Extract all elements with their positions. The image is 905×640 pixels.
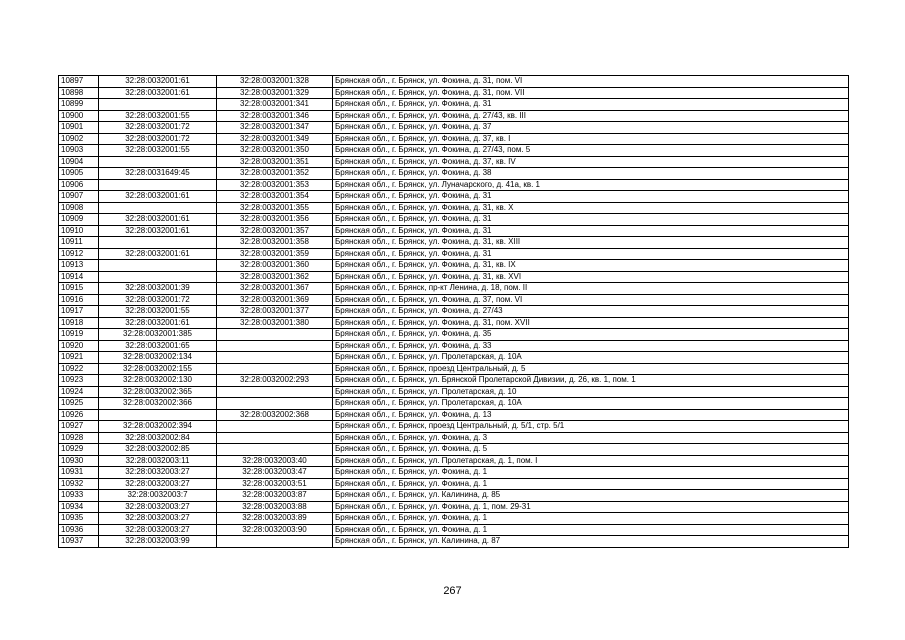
table-row — [59, 467, 849, 479]
cadastral-number-2-cell — [217, 444, 333, 456]
cadastral-number-cell: 32:28:0032002:134 — [99, 352, 217, 364]
cadastral-number-cell: 32:28:0032003:27 — [99, 478, 217, 490]
row-number-cell: 10935 — [59, 513, 99, 525]
table-row — [59, 490, 849, 502]
address-cell: Брянская обл., г. Брянск, ул. Фокина, д. 27/43 — [333, 306, 849, 318]
table-row — [59, 501, 849, 513]
cadastral-number-2-cell: 32:28:0032001:360 — [217, 260, 333, 272]
address-cell: Брянская обл., г. Брянск, ул. Фокина, д. 31 — [333, 225, 849, 237]
cadastral-number-cell: 32:28:0032003:27 — [99, 513, 217, 525]
cadastral-number-2-cell: 32:28:0032003:88 — [217, 501, 333, 513]
address-cell: Брянская обл., г. Брянск, ул. Фокина, д. 37, пом. VI — [333, 294, 849, 306]
row-number-cell: 10925 — [59, 398, 99, 410]
address-cell: Брянская обл., г. Брянск, ул. Фокина, д. 37, кв. IV — [333, 156, 849, 168]
table-row — [59, 283, 849, 295]
cadastral-number-cell: 32:28:0032001:55 — [99, 145, 217, 157]
cadastral-number-2-cell: 32:28:0032001:346 — [217, 110, 333, 122]
table-row — [59, 444, 849, 456]
cadastral-number-cell: 32:28:0032002:84 — [99, 432, 217, 444]
cadastral-number-2-cell: 32:28:0032001:351 — [217, 156, 333, 168]
cadastral-number-cell: 32:28:0032003:7 — [99, 490, 217, 502]
address-cell: Брянская обл., г. Брянск, ул. Фокина, д. 31 — [333, 191, 849, 203]
cadastral-number-2-cell: 32:28:0032001:358 — [217, 237, 333, 249]
cadastral-number-cell: 32:28:0032003:99 — [99, 536, 217, 548]
row-number-cell: 10902 — [59, 133, 99, 145]
row-number-cell: 10922 — [59, 363, 99, 375]
cadastral-number-cell: 32:28:0032001:72 — [99, 122, 217, 134]
address-cell: Брянская обл., г. Брянск, ул. Фокина, д. 13 — [333, 409, 849, 421]
address-cell: Брянская обл., г. Брянск, ул. Пролетарская, д. 10 — [333, 386, 849, 398]
table-row — [59, 248, 849, 260]
row-number-cell: 10897 — [59, 76, 99, 88]
row-number-cell: 10920 — [59, 340, 99, 352]
cadastral-number-cell: 32:28:0032002:155 — [99, 363, 217, 375]
cadastral-number-2-cell: 32:28:0032001:357 — [217, 225, 333, 237]
cadastral-number-cell: 32:28:0032001:61 — [99, 225, 217, 237]
table-row — [59, 352, 849, 364]
row-number-cell: 10916 — [59, 294, 99, 306]
cadastral-number-cell: 32:28:0032002:85 — [99, 444, 217, 456]
row-number-cell: 10909 — [59, 214, 99, 226]
table-row — [59, 214, 849, 226]
address-cell: Брянская обл., г. Брянск, ул. Фокина, д. 31 — [333, 214, 849, 226]
address-cell: Брянская обл., г. Брянск, ул. Фокина, д. 31, кв. XIII — [333, 237, 849, 249]
row-number-cell: 10914 — [59, 271, 99, 283]
address-cell: Брянская обл., г. Брянск, ул. Фокина, д. 31, пом. VII — [333, 87, 849, 99]
cadastral-number-cell: 32:28:0032002:130 — [99, 375, 217, 387]
cadastral-number-2-cell: 32:28:0032001:354 — [217, 191, 333, 203]
address-cell: Брянская обл., г. Брянск, ул. Фокина, д. 5 — [333, 444, 849, 456]
table-row — [59, 409, 849, 421]
row-number-cell: 10937 — [59, 536, 99, 548]
row-number-cell: 10927 — [59, 421, 99, 433]
cadastral-number-2-cell — [217, 329, 333, 341]
table-row — [59, 237, 849, 249]
cadastral-number-2-cell: 32:28:0032001:329 — [217, 87, 333, 99]
address-cell: Брянская обл., г. Брянск, ул. Калинина, д. 85 — [333, 490, 849, 502]
row-number-cell: 10918 — [59, 317, 99, 329]
row-number-cell: 10908 — [59, 202, 99, 214]
address-cell: Брянская обл., г. Брянск, ул. Фокина, д. 1 — [333, 524, 849, 536]
cadastral-number-2-cell: 32:28:0032001:353 — [217, 179, 333, 191]
address-cell: Брянская обл., г. Брянск, ул. Фокина, д. 33 — [333, 340, 849, 352]
row-number-cell: 10936 — [59, 524, 99, 536]
table-row — [59, 398, 849, 410]
cadastral-number-2-cell — [217, 398, 333, 410]
cadastral-number-cell: 32:28:0032001:55 — [99, 306, 217, 318]
cadastral-number-2-cell — [217, 386, 333, 398]
table-row — [59, 76, 849, 88]
table-row — [59, 536, 849, 548]
row-number-cell: 10921 — [59, 352, 99, 364]
address-cell: Брянская обл., г. Брянск, ул. Фокина, д. 31 — [333, 99, 849, 111]
table-row — [59, 202, 849, 214]
table-row — [59, 110, 849, 122]
cadastral-number-2-cell: 32:28:0032003:47 — [217, 467, 333, 479]
row-number-cell: 10901 — [59, 122, 99, 134]
table-row — [59, 145, 849, 157]
address-cell: Брянская обл., г. Брянск, ул. Фокина, д. 37 — [333, 122, 849, 134]
table-row — [59, 271, 849, 283]
cadastral-number-2-cell: 32:28:0032001:352 — [217, 168, 333, 180]
row-number-cell: 10906 — [59, 179, 99, 191]
row-number-cell: 10910 — [59, 225, 99, 237]
address-cell: Брянская обл., г. Брянск, ул. Фокина, д. 35 — [333, 329, 849, 341]
address-cell: Брянская обл., г. Брянск, ул. Луначарского, д. 41а, кв. 1 — [333, 179, 849, 191]
address-cell: Брянская обл., г. Брянск, ул. Фокина, д. 27/43, кв. III — [333, 110, 849, 122]
cadastral-number-cell: 32:28:0032001:61 — [99, 248, 217, 260]
row-number-cell: 10899 — [59, 99, 99, 111]
property-table — [58, 75, 849, 548]
table-row — [59, 375, 849, 387]
cadastral-number-2-cell: 32:28:0032003:87 — [217, 490, 333, 502]
row-number-cell: 10929 — [59, 444, 99, 456]
cadastral-number-cell: 32:28:0032001:72 — [99, 294, 217, 306]
address-cell: Брянская обл., г. Брянск, ул. Калинина, д. 87 — [333, 536, 849, 548]
address-cell: Брянская обл., г. Брянск, ул. Фокина, д. 31, пом. VI — [333, 76, 849, 88]
address-cell: Брянская обл., г. Брянск, ул. Фокина, д. 1 — [333, 513, 849, 525]
cadastral-number-cell — [99, 260, 217, 272]
cadastral-number-2-cell: 32:28:0032003:90 — [217, 524, 333, 536]
address-cell: Брянская обл., г. Брянск, ул. Фокина, д. 38 — [333, 168, 849, 180]
cadastral-number-2-cell: 32:28:0032003:51 — [217, 478, 333, 490]
row-number-cell: 10911 — [59, 237, 99, 249]
table-row — [59, 294, 849, 306]
table-row — [59, 260, 849, 272]
cadastral-number-2-cell — [217, 421, 333, 433]
address-cell: Брянская обл., г. Брянск, ул. Фокина, д. 31, кв. IX — [333, 260, 849, 272]
cadastral-number-cell — [99, 271, 217, 283]
cadastral-number-2-cell: 32:28:0032001:359 — [217, 248, 333, 260]
cadastral-number-2-cell: 32:28:0032001:347 — [217, 122, 333, 134]
table-row — [59, 455, 849, 467]
cadastral-number-cell: 32:28:0032001:72 — [99, 133, 217, 145]
cadastral-number-cell: 32:28:0032002:366 — [99, 398, 217, 410]
cadastral-number-cell: 32:28:0032001:61 — [99, 76, 217, 88]
table-row — [59, 133, 849, 145]
table-row — [59, 168, 849, 180]
cadastral-number-2-cell: 32:28:0032001:356 — [217, 214, 333, 226]
table-row — [59, 524, 849, 536]
table-row — [59, 179, 849, 191]
row-number-cell: 10900 — [59, 110, 99, 122]
cadastral-number-2-cell: 32:28:0032003:40 — [217, 455, 333, 467]
address-cell: Брянская обл., г. Брянск, пр-кт Ленина, д. 18, пом. II — [333, 283, 849, 295]
table-row — [59, 306, 849, 318]
row-number-cell: 10933 — [59, 490, 99, 502]
table-row — [59, 478, 849, 490]
cadastral-number-2-cell — [217, 536, 333, 548]
cadastral-number-2-cell — [217, 432, 333, 444]
row-number-cell: 10930 — [59, 455, 99, 467]
cadastral-number-2-cell: 32:28:0032001:328 — [217, 76, 333, 88]
page-number: 267 — [443, 585, 462, 597]
table-row — [59, 87, 849, 99]
row-number-cell: 10928 — [59, 432, 99, 444]
address-cell: Брянская обл., г. Брянск, ул. Фокина, д. 31, пом. XVII — [333, 317, 849, 329]
cadastral-number-2-cell: 32:28:0032003:89 — [217, 513, 333, 525]
address-cell: Брянская обл., г. Брянск, ул. Фокина, д. 31 — [333, 248, 849, 260]
address-cell: Брянская обл., г. Брянск, ул. Фокина, д. 27/43, пом. 5 — [333, 145, 849, 157]
address-cell: Брянская обл., г. Брянск, ул. Фокина, д. 1 — [333, 467, 849, 479]
cadastral-number-cell: 32:28:0032002:365 — [99, 386, 217, 398]
cadastral-number-cell: 32:28:0032001:61 — [99, 317, 217, 329]
table-row — [59, 386, 849, 398]
address-cell: Брянская обл., г. Брянск, ул. Пролетарская, д. 10А — [333, 398, 849, 410]
row-number-cell: 10915 — [59, 283, 99, 295]
cadastral-number-2-cell: 32:28:0032001:377 — [217, 306, 333, 318]
table-row — [59, 122, 849, 134]
cadastral-number-2-cell: 32:28:0032001:355 — [217, 202, 333, 214]
cadastral-number-2-cell: 32:28:0032001:367 — [217, 283, 333, 295]
cadastral-number-2-cell: 32:28:0032001:369 — [217, 294, 333, 306]
cadastral-number-cell — [99, 179, 217, 191]
cadastral-number-cell: 32:28:0032003:27 — [99, 467, 217, 479]
table-row — [59, 99, 849, 111]
cadastral-number-cell — [99, 99, 217, 111]
cadastral-number-cell: 32:28:0032001:61 — [99, 214, 217, 226]
table-row — [59, 513, 849, 525]
cadastral-number-cell: 32:28:0032003:27 — [99, 524, 217, 536]
row-number-cell: 10931 — [59, 467, 99, 479]
cadastral-number-cell: 32:28:0032001:65 — [99, 340, 217, 352]
cadastral-number-2-cell: 32:28:0032001:362 — [217, 271, 333, 283]
table-row — [59, 340, 849, 352]
row-number-cell: 10898 — [59, 87, 99, 99]
cadastral-number-cell — [99, 156, 217, 168]
address-cell: Брянская обл., г. Брянск, ул. Пролетарская, д. 10А — [333, 352, 849, 364]
row-number-cell: 10926 — [59, 409, 99, 421]
row-number-cell: 10904 — [59, 156, 99, 168]
cadastral-number-cell: 32:28:0032003:27 — [99, 501, 217, 513]
table-row — [59, 421, 849, 433]
row-number-cell: 10907 — [59, 191, 99, 203]
row-number-cell: 10924 — [59, 386, 99, 398]
address-cell: Брянская обл., г. Брянск, ул. Фокина, д. 31, кв. X — [333, 202, 849, 214]
table-row — [59, 363, 849, 375]
row-number-cell: 10903 — [59, 145, 99, 157]
address-cell: Брянская обл., г. Брянск, ул. Фокина, д. 1, пом. 29-31 — [333, 501, 849, 513]
cadastral-number-cell: 32:28:0032001:61 — [99, 87, 217, 99]
row-number-cell: 10917 — [59, 306, 99, 318]
address-cell: Брянская обл., г. Брянск, ул. Фокина, д. 3 — [333, 432, 849, 444]
address-cell: Брянская обл., г. Брянск, проезд Центральный, д. 5 — [333, 363, 849, 375]
table-row — [59, 317, 849, 329]
row-number-cell: 10913 — [59, 260, 99, 272]
cadastral-number-cell — [99, 202, 217, 214]
cadastral-number-2-cell: 32:28:0032001:349 — [217, 133, 333, 145]
cadastral-number-2-cell: 32:28:0032002:293 — [217, 375, 333, 387]
cadastral-number-cell: 32:28:0032001:385 — [99, 329, 217, 341]
table-row — [59, 191, 849, 203]
property-table-body — [59, 76, 849, 548]
table-row — [59, 432, 849, 444]
address-cell: Брянская обл., г. Брянск, ул. Брянской Пролетарской Дивизии, д. 26, кв. 1, пом. 1 — [333, 375, 849, 387]
cadastral-number-2-cell — [217, 352, 333, 364]
table-row — [59, 329, 849, 341]
table-row — [59, 225, 849, 237]
cadastral-number-2-cell: 32:28:0032001:350 — [217, 145, 333, 157]
address-cell: Брянская обл., г. Брянск, ул. Фокина, д. 37, кв. I — [333, 133, 849, 145]
cadastral-number-2-cell: 32:28:0032001:380 — [217, 317, 333, 329]
cadastral-number-cell: 32:28:0032003:11 — [99, 455, 217, 467]
address-cell: Брянская обл., г. Брянск, ул. Фокина, д. 1 — [333, 478, 849, 490]
cadastral-number-cell: 32:28:0032001:39 — [99, 283, 217, 295]
cadastral-number-2-cell: 32:28:0032001:341 — [217, 99, 333, 111]
row-number-cell: 10923 — [59, 375, 99, 387]
table-row — [59, 156, 849, 168]
row-number-cell: 10912 — [59, 248, 99, 260]
cadastral-number-2-cell — [217, 363, 333, 375]
address-cell: Брянская обл., г. Брянск, ул. Фокина, д. 31, кв. XVI — [333, 271, 849, 283]
address-cell: Брянская обл., г. Брянск, ул. Пролетарская, д. 1, пом. I — [333, 455, 849, 467]
row-number-cell: 10932 — [59, 478, 99, 490]
row-number-cell: 10919 — [59, 329, 99, 341]
cadastral-number-cell: 32:28:0032001:55 — [99, 110, 217, 122]
cadastral-number-2-cell — [217, 340, 333, 352]
cadastral-number-cell: 32:28:0031649:45 — [99, 168, 217, 180]
address-cell: Брянская обл., г. Брянск, проезд Центральный, д. 5/1, стр. 5/1 — [333, 421, 849, 433]
cadastral-number-cell — [99, 409, 217, 421]
cadastral-number-2-cell: 32:28:0032002:368 — [217, 409, 333, 421]
row-number-cell: 10934 — [59, 501, 99, 513]
cadastral-number-cell: 32:28:0032001:61 — [99, 191, 217, 203]
row-number-cell: 10905 — [59, 168, 99, 180]
cadastral-number-cell — [99, 237, 217, 249]
cadastral-number-cell: 32:28:0032002:394 — [99, 421, 217, 433]
